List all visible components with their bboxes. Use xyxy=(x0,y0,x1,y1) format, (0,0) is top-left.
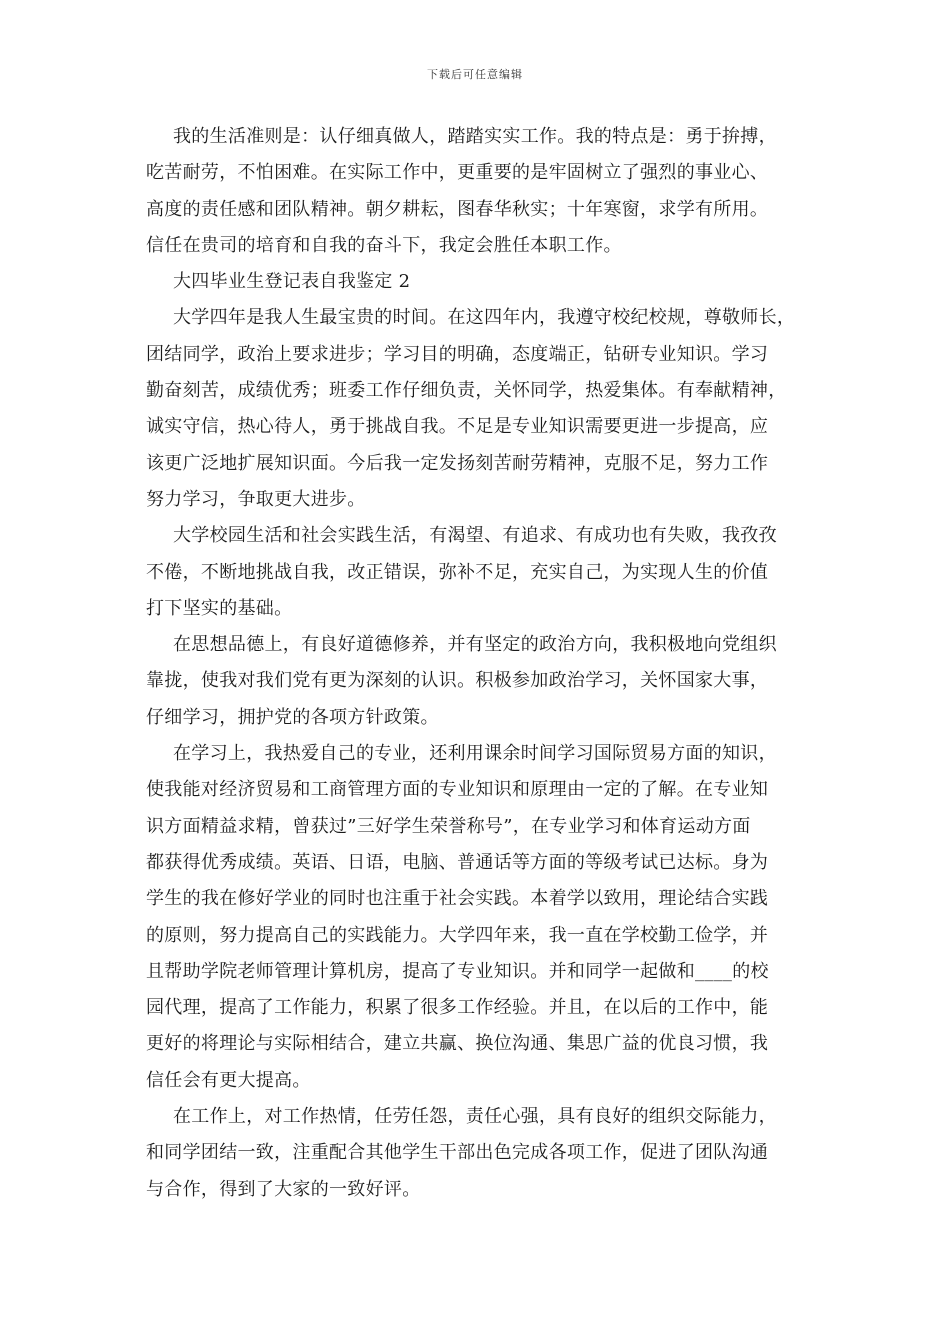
text-line: 的原则，努力提高自己的实践能力。大学四年来，我一直在学校勤工俭学，并 xyxy=(146,924,769,946)
text-line: 信任在贵司的培育和自我的奋斗下，我定会胜任本职工作。 xyxy=(146,234,622,256)
text-line: 园代理，提高了工作能力，积累了很多工作经验。并且，在以后的工作中，能 xyxy=(146,997,769,1019)
text-line: 团结同学，政治上要求进步；学习目的明确，态度端正，钻研专业知识。学习 xyxy=(146,343,769,365)
text-line: 都获得优秀成绩。英语、日语，电脑、普通话等方面的等级考试已达标。身为 xyxy=(146,851,769,873)
text-line: 在工作上，对工作热情，任劳任怨，责任心强，具有良好的组织交际能力， xyxy=(173,1106,777,1128)
text-line: 使我能对经济贸易和工商管理方面的专业知识和原理由一定的了解。在专业知 xyxy=(146,779,769,801)
text-line: 大四毕业生登记表自我鉴定 2 xyxy=(173,271,411,293)
text-line: 诚实守信，热心待人，勇于挑战自我。不足是专业知识需要更进一步提高，应 xyxy=(146,416,769,438)
text-line: 在思想品德上，有良好道德修养，并有坚定的政治方向，我积极地向党组织 xyxy=(173,634,777,656)
text-line: 和同学团结一致，注重配合其他学生干部出色完成各项工作，促进了团队沟通 xyxy=(146,1142,769,1164)
text-line: 仔细学习，拥护党的各项方针政策。 xyxy=(146,706,439,728)
text-line: 在学习上，我热爱自己的专业，还利用课余时间学习国际贸易方面的知识， xyxy=(173,743,777,765)
text-line: 勤奋刻苦，成绩优秀；班委工作仔细负责，关怀同学，热爱集体。有奉献精神， xyxy=(146,380,787,402)
text-line: 靠拢，使我对我们党有更为深刻的认识。积极参加政治学习，关怀国家大事， xyxy=(146,670,769,692)
text-line: 信任会有更大提高。 xyxy=(146,1069,311,1091)
text-line: 打下坚实的基础。 xyxy=(146,597,293,619)
text-line: 吃苦耐劳，不怕困难。在实际工作中，更重要的是牢固树立了强烈的事业心、 xyxy=(146,162,769,184)
text-line: 该更广泛地扩展知识面。今后我一定发扬刻苦耐劳精神，克服不足，努力工作 xyxy=(146,452,769,474)
page-header: 下载后可任意编辑 xyxy=(427,68,523,81)
text-line: 大学校园生活和社会实践生活，有渴望、有追求、有成功也有失败，我孜孜 xyxy=(173,525,777,547)
text-line: 努力学习，争取更大进步。 xyxy=(146,488,366,510)
text-line: 大学四年是我人生最宝贵的时间。在这四年内，我遵守校纪校规，尊敬师长， xyxy=(173,307,796,329)
text-line: 我的生活准则是：认仔细真做人，踏踏实实工作。我的特点是：勇于拚搏， xyxy=(173,126,777,147)
text-line: 高度的责任感和团队精神。朝夕耕耘，图春华秋实；十年寒窗，求学有所用。 xyxy=(146,198,769,220)
text-line: 不倦，不断地挑战自我，改正错误，弥补不足，充实自己，为实现人生的价值 xyxy=(146,561,769,583)
text-line: 与合作，得到了大家的一致好评。 xyxy=(146,1178,421,1200)
text-line: 识方面精益求精，曾获过”三好学生荣誉称号”，在专业学习和体育运动方面 xyxy=(146,815,751,837)
text-line: 学生的我在修好学业的同时也注重于社会实践。本着学以致用，理论结合实践 xyxy=(146,888,769,910)
text-line: 更好的将理论与实际相结合，建立共赢、换位沟通、集思广益的优良习惯，我 xyxy=(146,1033,769,1055)
document-body xyxy=(146,119,808,1208)
text-line: 且帮助学院老师管理计算机房，提高了专业知识。并和同学一起做和____的校 xyxy=(146,960,769,982)
